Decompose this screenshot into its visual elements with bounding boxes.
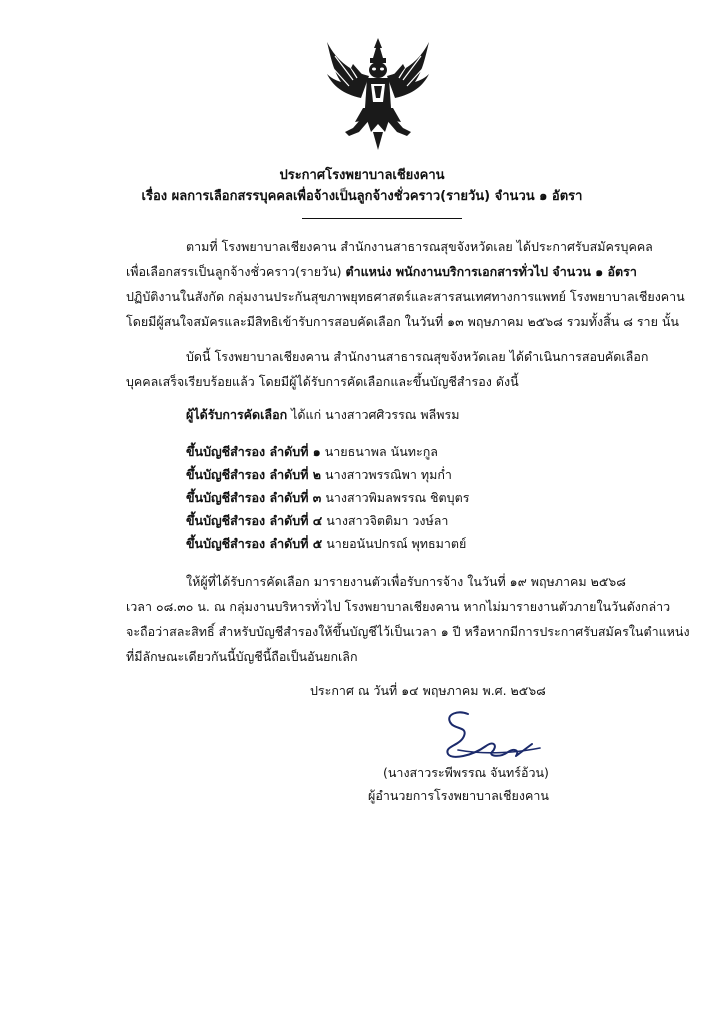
reserve-name: นางสาวพิมลพรรณ ชิตบุตร: [321, 490, 470, 505]
para1-line2-text: เพื่อเลือกสรรเป็นลูกจ้างชั่วคราว(รายวัน): [126, 264, 346, 279]
selected-candidate: [186, 407, 459, 423]
reserve-name: นายอนันปกรณ์ พุทธมาตย์: [322, 536, 467, 551]
handwritten-signature-icon: [428, 700, 548, 766]
para1-line3: ปฏิบัติงานในสังกัด กลุ่มงานประกันสุขภาพยุทธศาสตร์และสารสนเทศทางการแพทย์ โรงพยาบาลเชียงคาน: [126, 289, 685, 304]
para1-line4: โดยมีผู้สนใจสมัครและมีสิทธิเข้ารับการสอบคัดเลือก ในวันที่ ๑๓ พฤษภาคม ๒๕๖๘ รวมทั้งสิ้น ๘ ราย นั้น: [126, 314, 679, 329]
para3-line1: ให้ผู้ที่ได้รับการคัดเลือก มารายงานตัวเพื่อรับการจ้าง ในวันที่ ๑๙ พฤษภาคม ๒๕๖๘: [186, 574, 626, 589]
reserve-name: นายธนาพล นันทะกูล: [320, 444, 438, 459]
para3-line4: ที่มีลักษณะเดียวกันนี้บัญชีนี้ถือเป็นอันยกเลิก: [126, 649, 358, 664]
reserve-item: [186, 536, 466, 552]
subject-line: เรื่อง ผลการเลือกสรรบุคคลเพื่อจ้างเป็นลูกจ้างชั่วคราว(รายวัน) จำนวน ๑ อัตรา: [141, 189, 583, 204]
reserve-name: นางสาวพรรณิพา ทุมก่ำ: [321, 467, 452, 482]
reserve-item: [186, 513, 448, 529]
selected-label: ผู้ได้รับการคัดเลือก: [186, 407, 288, 422]
signatory-position: ผู้อำนวยการโรงพยาบาลเชียงคาน: [368, 788, 549, 803]
selected-name: ได้แก่ นางสาวศศิวรรณ พลีพรม: [287, 407, 460, 422]
signatory-name: (นางสาวระพีพรรณ จันทร์อ้วน): [383, 765, 549, 780]
title-divider: [302, 218, 462, 219]
reserve-label: ขึ้นบัญชีสำรอง ลำดับที่ ๕: [186, 536, 323, 551]
reserve-label: ขึ้นบัญชีสำรอง ลำดับที่ ๓: [186, 490, 322, 505]
reserve-name: นางสาวจิตติมา วงษ์ลา: [322, 513, 449, 528]
reserve-item: [186, 444, 438, 460]
position-title: ตำแหน่ง พนักงานบริการเอกสารทั่วไป จำนวน ๑ อัตรา: [345, 264, 637, 279]
reserve-label: ขึ้นบัญชีสำรอง ลำดับที่ ๑: [186, 444, 321, 459]
reserve-label: ขึ้นบัญชีสำรอง ลำดับที่ ๒: [186, 467, 322, 482]
para1-line1: ตามที่ โรงพยาบาลเชียงคาน สำนักงานสาธารณสุขจังหวัดเลย ได้ประกาศรับสมัครบุคคล: [186, 239, 653, 254]
garuda-emblem-icon: [323, 36, 433, 152]
para1-line2: [126, 264, 637, 280]
announcement-date: ประกาศ ณ วันที่ ๑๔ พฤษภาคม พ.ศ. ๒๕๖๘: [310, 683, 546, 698]
para3-line3: จะถือว่าสละสิทธิ์ สำหรับบัญชีสำรองให้ขึ้นบัญชีไว้เป็นเวลา ๑ ปี หรือหากมีการประกาศรับสมัครในตำแหน่ง: [126, 624, 690, 639]
page-title: ประกาศโรงพยาบาลเชียงคาน: [279, 168, 445, 183]
reserve-item: [186, 490, 469, 506]
para2-line2: บุคคลเสร็จเรียบร้อยแล้ว โดยมีผู้ได้รับการคัดเลือกและขึ้นบัญชีสำรอง ดังนี้: [126, 374, 519, 389]
reserve-label: ขึ้นบัญชีสำรอง ลำดับที่ ๔: [186, 513, 323, 528]
para3-line2: เวลา ๐๘.๓๐ น. ณ กลุ่มงานบริหารทั่วไป โรงพยาบาลเชียงคาน หากไม่มารายงานตัวภายในวันดังกล่าว: [126, 599, 671, 614]
reserve-item: [186, 467, 452, 483]
para2-line1: บัดนี้ โรงพยาบาลเชียงคาน สำนักงานสาธารณสุขจังหวัดเลย ได้ดำเนินการสอบคัดเลือก: [186, 349, 649, 364]
